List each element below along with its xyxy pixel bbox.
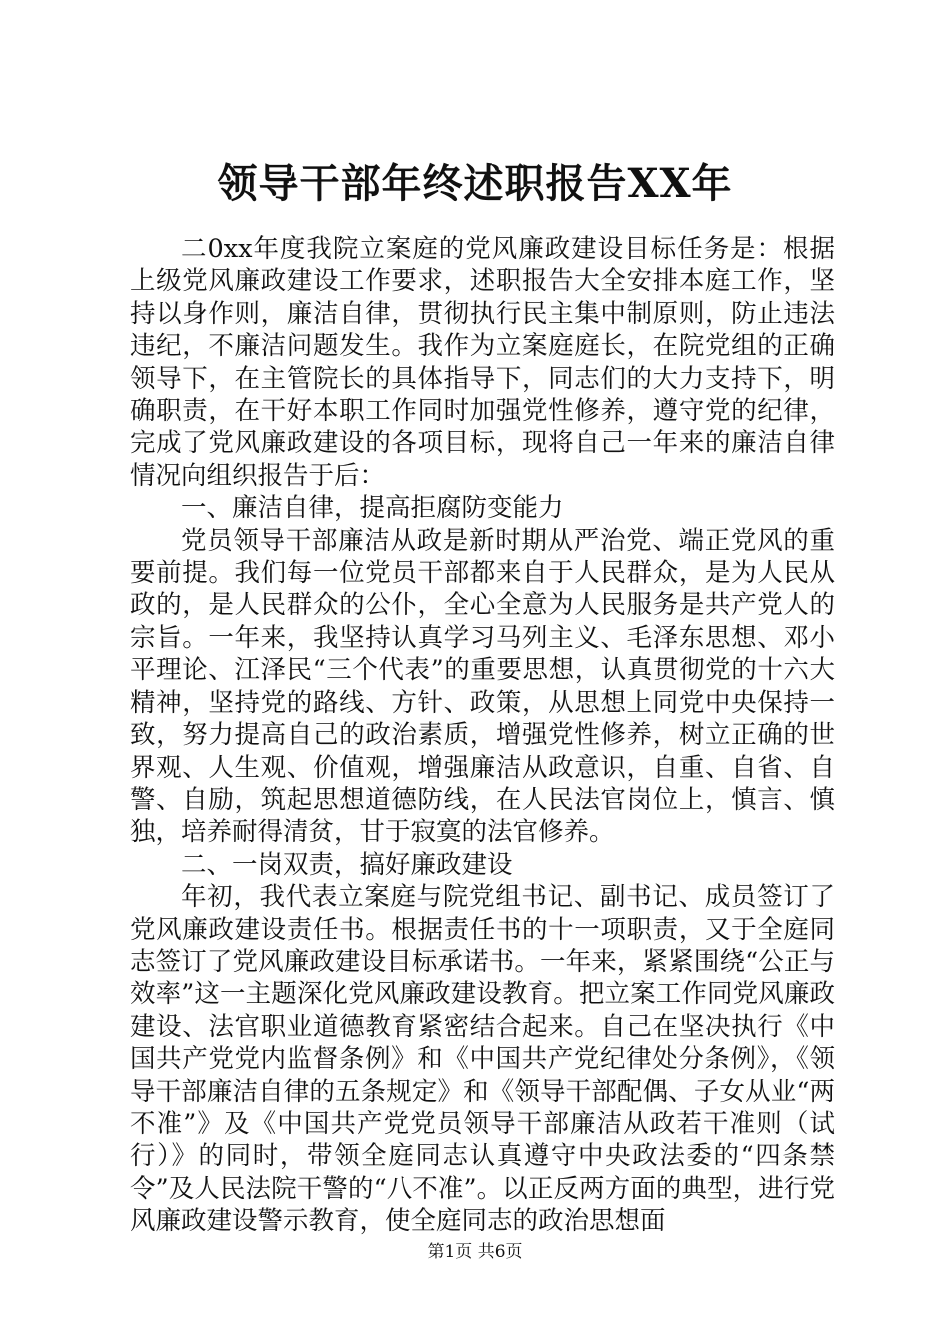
document-body [130, 233, 835, 1238]
page-number-footer: 第1页 共6页 [427, 1242, 523, 1262]
section-heading-1: 一、廉洁自律，提高拒腐防变能力 [181, 493, 564, 524]
section-heading-2: 二、一岗双责，搞好廉政建设 [181, 849, 513, 880]
section-1-paragraph: 党员领导干部廉洁从政是新时期从严治党、端正党风的重要前提。我们每一位党员干部都来自于人民群众，是为人民从政的，是人民群众的公仆，全心全意为人民服务是共产党人的宗旨。一年来，我坚持认真学习马列主义、毛泽东思想、邓小平理论、江泽民“三个代表”的重要思想，认真贯彻党的十六大精神，坚持党的路线、方针、政策，从思想上同党中央保持一致，努力提高自己的政治素质，增强党性修养，树立正确的世界观、人生观、价值观，增强廉洁从政意识，自重、自省、自警、自励，筑起思想道德防线，在人民法官岗位上，慎言、慎独，培养耐得清贫，甘于寂寞的法官修养。 [130, 525, 835, 848]
intro-paragraph: 二0xx年度我院立案庭的党风廉政建设目标任务是：根据上级党风廉政建设工作要求，述职报告大全安排本庭工作，坚持以身作则，廉洁自律，贯彻执行民主集中制原则，防止违法违纪，不廉洁问题发生。我作为立案庭庭长，在院党组的正确领导下，在主管院长的具体指导下，同志们的大力支持下，明确职责，在干好本职工作同时加强党性修养，遵守党的纪律，完成了党风廉政建设的各项目标，现将自己一年来的廉洁自律情况向组织报告于后： [130, 234, 835, 491]
document-title: 领导干部年终述职报告XX年 [217, 160, 733, 207]
section-2-paragraph: 年初，我代表立案庭与院党组书记、副书记、成员签订了党风廉政建设责任书。根据责任书的十一项职责，又于全庭同志签订了党风廉政建设目标承诺书。一年来，紧紧围绕“公正与效率”这一主题深化党风廉政建设教育。把立案工作同党风廉政建设、法官职业道德教育紧密结合起来。自己在坚决执行《中国共产党党内监督条例》和《中国共产党纪律处分条例》，《领导干部廉洁自律的五条规定》和《领导干部配偶、子女从业“两不准”》及《中国共产党党员领导干部廉洁从政若干准则（试行）》的同时，带领全庭同志认真遵守中央政法委的“四条禁令”及人民法院干警的“八不准”。以正反两方面的典型，进行党风廉政建设警示教育，使全庭同志的政治思想面 [130, 882, 835, 1237]
